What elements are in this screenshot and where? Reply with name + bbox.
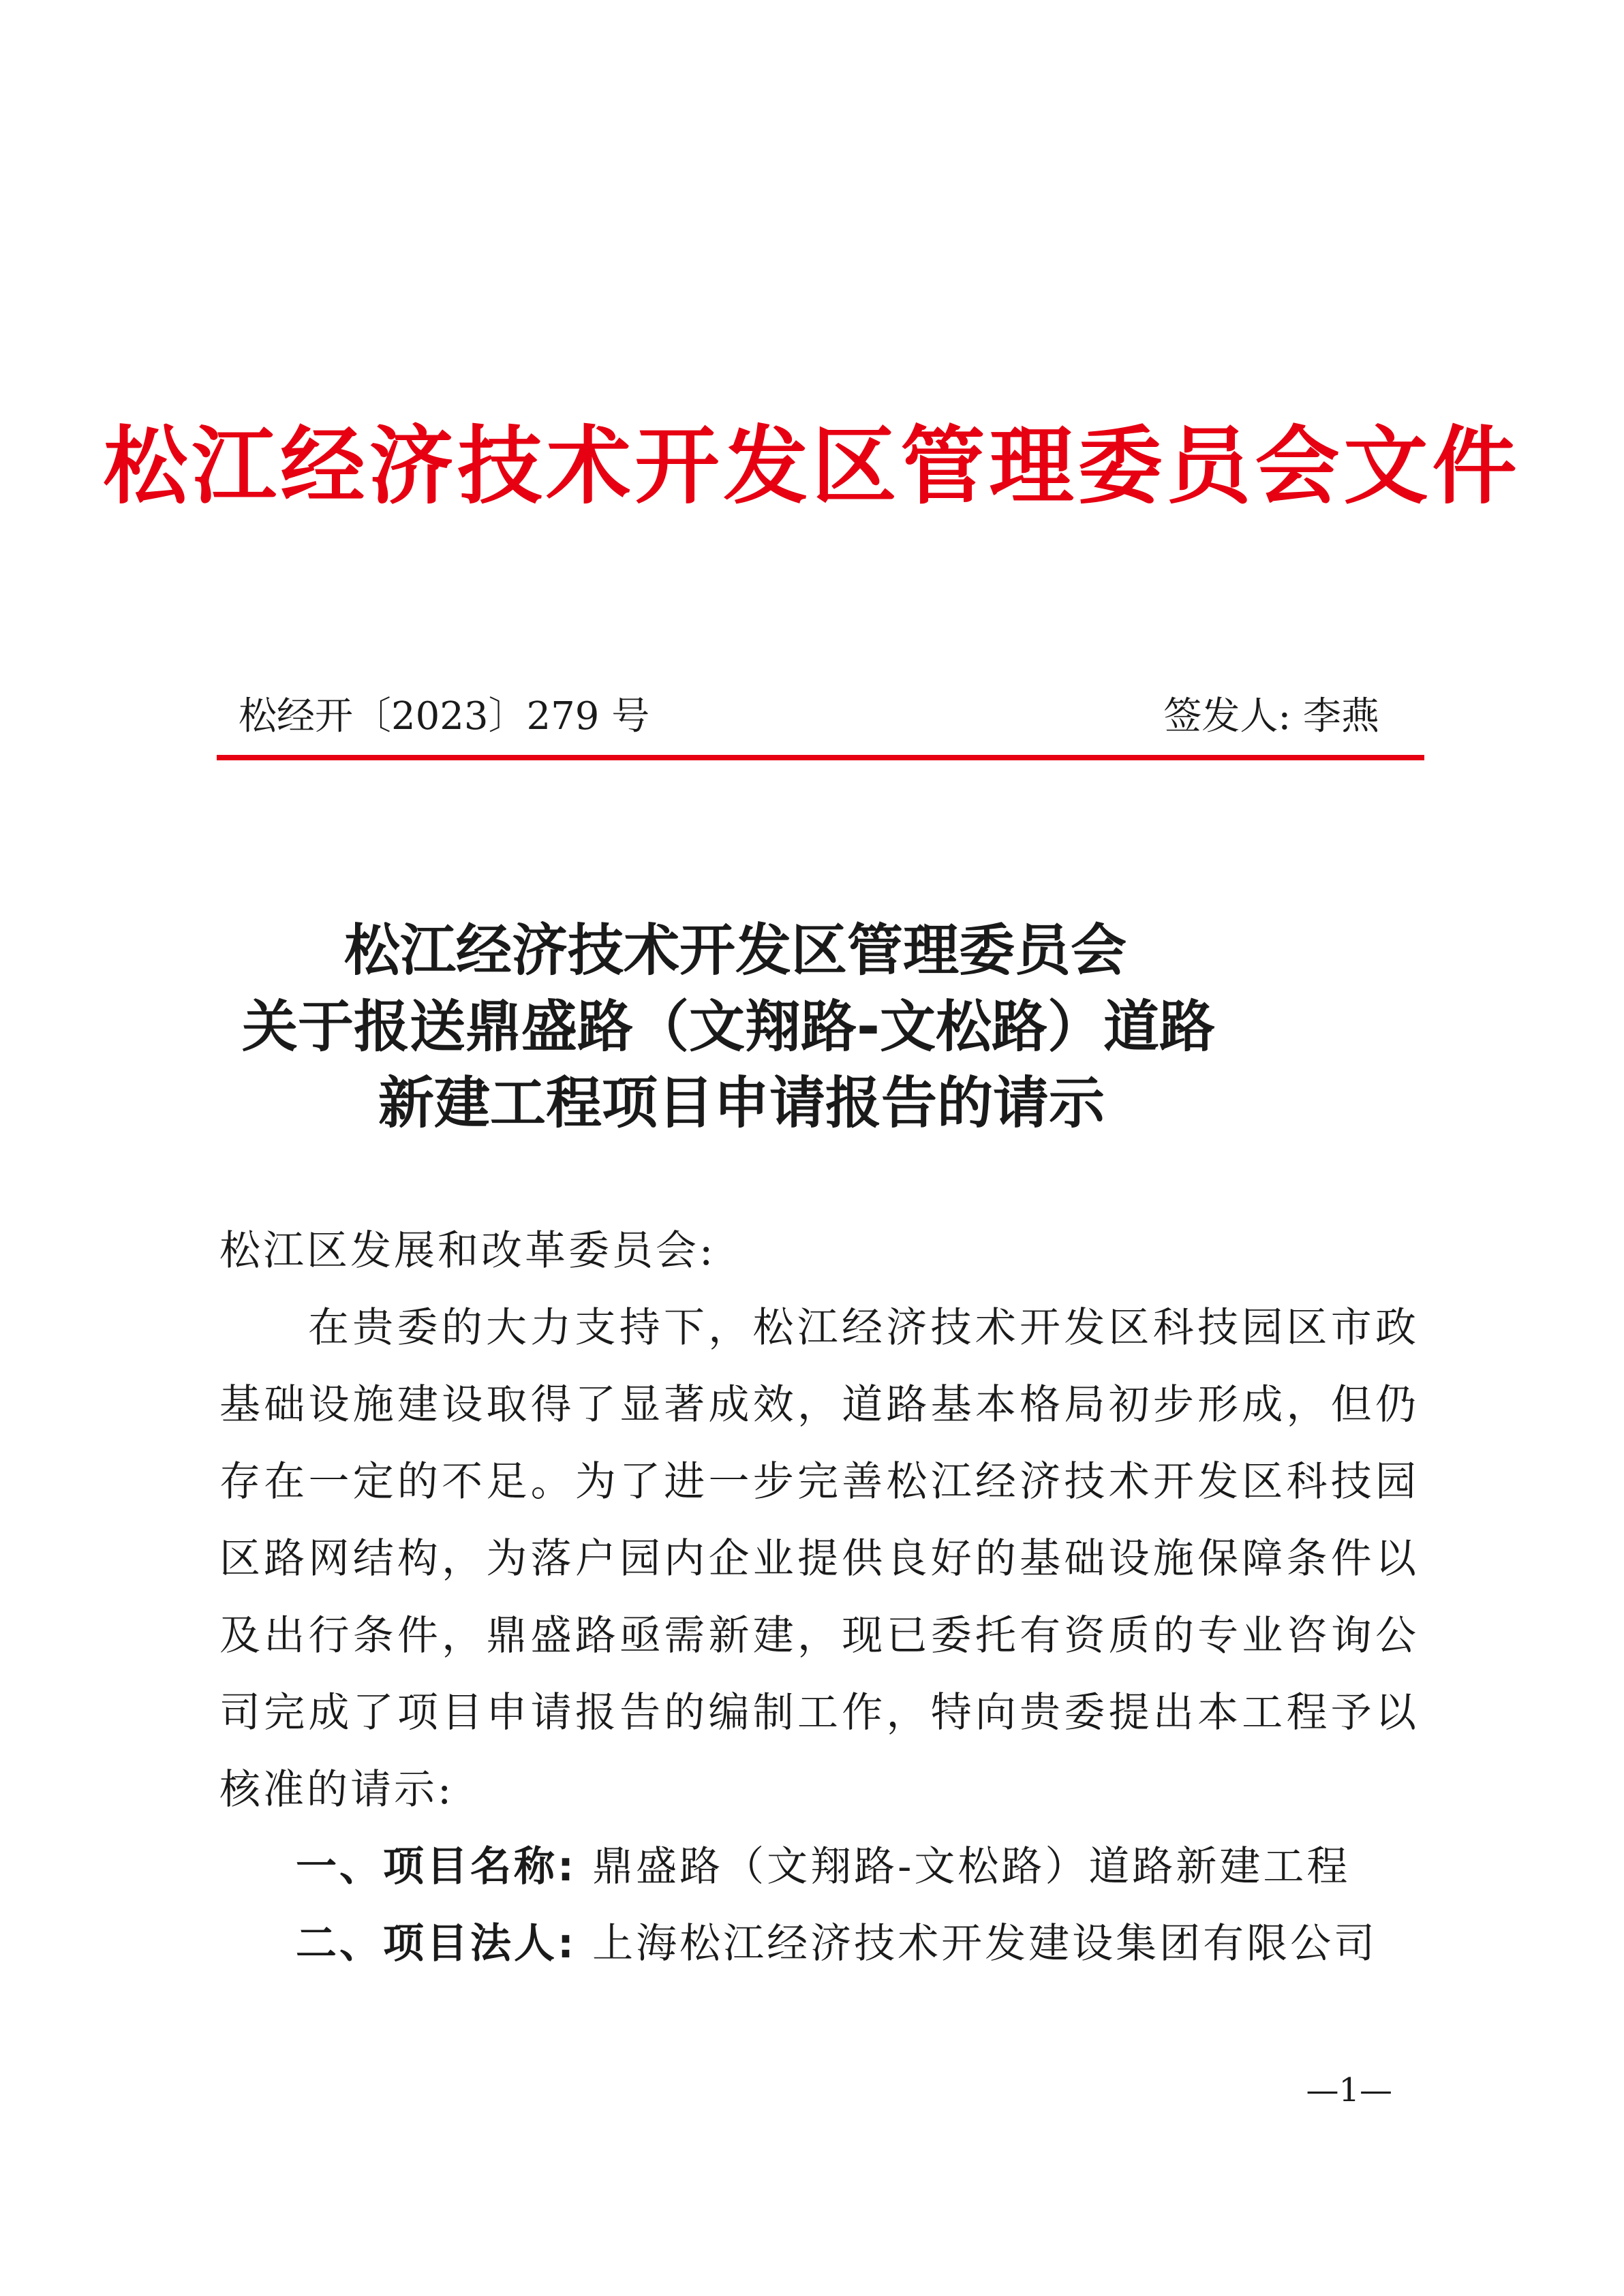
title-line-1: 松江经济技术开发区管理委员会 (344, 918, 1127, 983)
list-item (219, 1829, 1419, 1906)
document-number: 松经开〔2023〕279 号 (239, 694, 650, 739)
item-label: 一、项目名称: (296, 1843, 577, 1891)
item-label: 二、项目法人: (296, 1920, 577, 1968)
document-number-row (219, 689, 1419, 744)
item-value: 鼎盛路（文翔路-文松路）道路新建工程 (592, 1843, 1351, 1891)
salutation: 松江区发展和改革委员会: (219, 1227, 716, 1275)
title-line-3: 新建工程项目申请报告的请示 (378, 1071, 1105, 1136)
item-value: 上海松江经济技术开发建设集团有限公司 (592, 1920, 1378, 1968)
masthead-title: 松江经济技术开发区管理委员会文件 (103, 418, 1521, 516)
title-line-2: 关于报送鼎盛路（文翔路-文松路）道路 (242, 995, 1216, 1059)
red-divider (217, 755, 1424, 760)
list-item (219, 1906, 1419, 1983)
signer: 签发人: 李燕 (1163, 694, 1379, 739)
document-body (219, 1213, 1419, 1983)
page-number: —1— (1306, 2071, 1392, 2109)
body-paragraph: 在贵委的大力支持下，松江经济技术开发区科技园区市政基础设施建设取得了显著成效，道路基本格局初步形成，但仍存在一定的不足。为了进一步完善松江经济技术开发区科技园区路网结构，为落户园内企业提供良好的基础设施保障条件以及出行条件，鼎盛路亟需新建，现已委托有资质的专业咨询公司完成了项目申请报告的编制工作，特向贵委提出本工程予以核准的请示: (219, 1304, 1419, 1814)
